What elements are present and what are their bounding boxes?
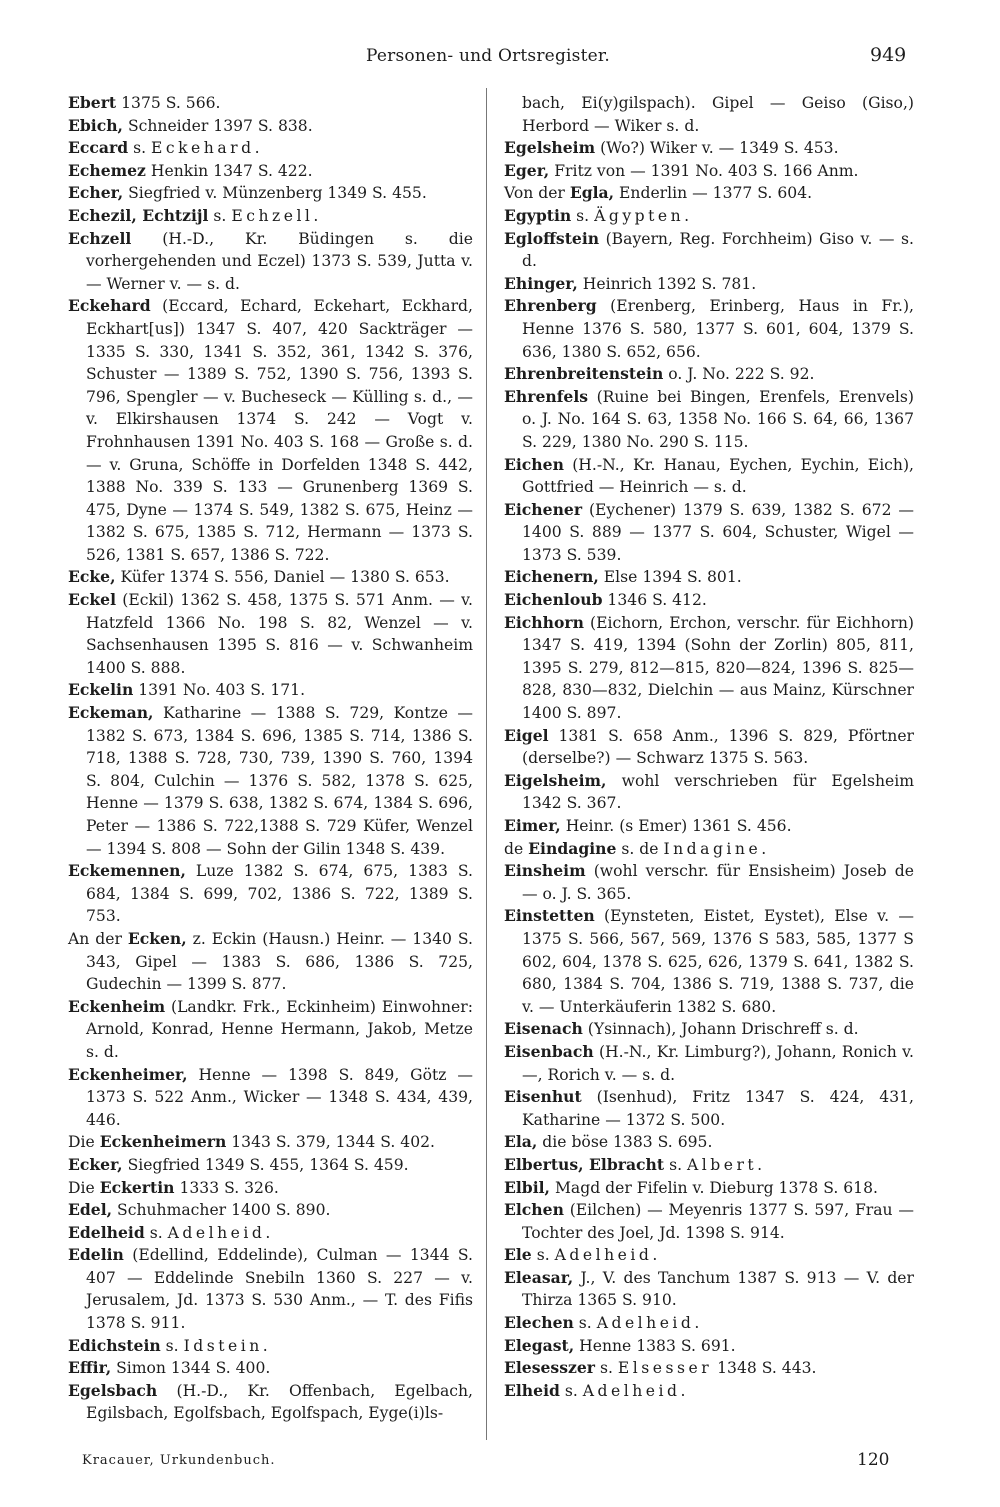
entry-text: Siegfried v. Münzenberg 1349 S. 455. (123, 184, 427, 203)
register-entry (504, 589, 914, 612)
register-entry (504, 228, 914, 273)
register-entry (504, 566, 914, 589)
entry-text: 1333 S. 326. (174, 1178, 279, 1197)
entry-text: (Eccard, Echard, Eckehart, Eckhard, Eckhart[us]) 1347 S. 407, 420 Sackträger — 1335 S. 330, 1341 S. 352, 361, 1342 S. 376, Schuster — 1389 S. 752, 1390 S. 756, 1393 S. 796, Spengler — v. Bucheseck — Külling s. d., — v. Elkirshausen 1374 S. 242 — Vogt v. Frohnhausen 1391 No. 403 S. 168 — Große s. d. — v. Gruna, Schöffe in Dorfelden 1348 S. 442, 1388 No. 339 S. 133 — Grunenberg 1369 S. 475, Dyne — 1374 S. 549, 1382 S. 675, Heinz — 1382 S. 675, 1385 S. 712, Hermann — 1373 S. 526, 1381 S. 657, 1386 S. 722. (86, 297, 473, 564)
entry-headword: Eisenhut (504, 1087, 582, 1107)
register-entry (504, 1086, 914, 1131)
register-entry (504, 92, 914, 137)
entry-headword: Ehrenfels (504, 386, 589, 406)
entry-headword: Elheid (504, 1380, 560, 1400)
register-entry (504, 1199, 914, 1244)
register-entry (68, 205, 473, 228)
entry-reference: Albert (686, 1155, 758, 1174)
entry-headword: Einsheim (504, 861, 586, 881)
entry-text: (Ysinnach), Johann Drischreff s. d. (582, 1020, 859, 1039)
register-entry (68, 860, 473, 928)
register-column-right (504, 92, 914, 1402)
entry-text: wohl verschrieben für Egelsheim 1342 S. 367. (522, 771, 914, 813)
register-entry (68, 115, 473, 138)
register-entry (504, 386, 914, 454)
entry-headword: Ehrenberg (504, 296, 597, 316)
entry-headword: Eichhorn (504, 612, 584, 632)
register-entry (504, 363, 914, 386)
entry-headword: Ecker, (68, 1154, 123, 1174)
entry-headword: Eckehard (68, 296, 151, 316)
register-entry (68, 295, 473, 566)
entry-headword: Eisenbach (504, 1041, 594, 1061)
entry-text: (Landkr. Frk., Eckinheim) Einwohner: Arnold, Konrad, Henne Hermann, Jakob, Metze s. d. (86, 997, 473, 1061)
register-entry (504, 1380, 914, 1403)
entry-text: (Erenberg, Erinberg, Haus in Fr.), Henne 1376 S. 580, 1377 S. 601, 604, 1379 S. 636, 1380 S. 652, 656. (522, 297, 914, 361)
register-entry (68, 1380, 473, 1425)
entry-headword: Eckelin (68, 680, 134, 700)
entry-reference: Ägypten (594, 206, 685, 225)
register-entry (68, 1154, 473, 1177)
entry-headword: Eichenloub (504, 590, 603, 610)
register-column-left (68, 92, 473, 1425)
entry-reference: Idstein (183, 1336, 263, 1355)
entry-prefix: de (504, 839, 529, 858)
entry-text: (Wo?) Wiker v. — 1349 S. 453. (595, 139, 839, 158)
entry-headword: Eichener (504, 499, 583, 519)
entry-headword: Egla, (569, 183, 615, 203)
entry-headword: Echezil, Echtzijl (68, 205, 209, 225)
entry-reference: Adelheid (167, 1223, 266, 1242)
entry-headword: Elbertus, Elbracht (504, 1154, 665, 1174)
entry-reference: Adelheid (554, 1246, 653, 1265)
entry-suffix: . (684, 206, 690, 225)
register-entry (504, 612, 914, 725)
entry-text: (Eckil) 1362 S. 458, 1375 S. 571 Anm. — v. Hatzfeld 1366 No. 198 S. 82, Wenzel — v. Sachsenhausen 1395 S. 816 — v. Schwanheim 1400 S. 888. (86, 591, 473, 677)
register-entry (504, 273, 914, 296)
entry-text: (Bayern, Reg. Forchheim) Giso v. — s. d. (522, 229, 914, 271)
entry-headword: Eckeman, (68, 703, 154, 723)
entry-text: Luze 1382 S. 674, 675, 1383 S. 684, 1384 S. 699, 702, 1386 S. 722, 1389 S. 753. (86, 862, 473, 926)
page-number: 949 (870, 44, 907, 66)
register-entry (68, 702, 473, 860)
register-entry (504, 1312, 914, 1335)
entry-text: s. (128, 139, 151, 158)
entry-text: s. (594, 1359, 618, 1378)
entry-suffix: . (262, 1336, 268, 1355)
entry-reference: Echzell (231, 206, 314, 225)
register-entry (68, 137, 473, 160)
entry-text: Simon 1344 S. 400. (111, 1359, 271, 1378)
entry-headword: Eckenheimer, (68, 1064, 188, 1084)
register-entry (68, 1199, 473, 1222)
entry-headword: Egloffstein (504, 228, 600, 248)
entry-suffix: . (254, 139, 260, 158)
entry-text: (Eychener) 1379 S. 639, 1382 S. 672 — 1400 S. 889 — 1377 S. 604, Schuster, Wigel — 1373 S. 539. (522, 500, 914, 564)
entry-text: (Edellind, Eddelinde), Culman — 1344 S. 407 — Eddelinde Snebiln 1360 S. 227 — v. Jerusalem, Jd. 1373 S. 530 Anm., — T. des Fifis 1378 S. 911. (86, 1246, 473, 1333)
entry-headword: Edichstein (68, 1335, 161, 1355)
register-entry (504, 1041, 914, 1086)
entry-text: Küfer 1374 S. 556, Daniel — 1380 S. 653. (115, 568, 450, 587)
entry-prefix: Die (68, 1133, 100, 1152)
entry-headword: Echemez (68, 160, 146, 180)
entry-headword: Eccard (68, 138, 129, 158)
register-entry (504, 815, 914, 838)
register-entry (504, 1267, 914, 1312)
entry-headword: Ehinger, (504, 273, 578, 293)
entry-suffix: . (757, 1155, 763, 1174)
register-entry (504, 1177, 914, 1200)
entry-text: (Ruine bei Bingen, Erenfels, Erenvels) o. J. No. 164 S. 63, 1358 No. 166 S. 64, 66, 1367 S. 229, 1380 No. 290 S. 115. (522, 387, 914, 451)
entry-text: Enderlin — 1377 S. 604. (614, 184, 813, 203)
entry-text: Schuhmacher 1400 S. 890. (112, 1201, 331, 1220)
entry-headword: Eigelsheim, (504, 770, 607, 790)
register-entry (504, 160, 914, 183)
register-entry (68, 1222, 473, 1245)
entry-text: (H.-N., Kr. Limburg?), Johann, Ronich v. —, Rorich v. — s. d. (522, 1042, 914, 1084)
entry-text: die böse 1383 S. 695. (537, 1133, 713, 1152)
entry-headword: Eimer, (504, 816, 561, 835)
column-divider (486, 88, 487, 1440)
register-entry (68, 1335, 473, 1358)
entry-text: s. (664, 1155, 687, 1174)
entry-text: s. de (616, 839, 664, 858)
entry-reference: Elsesser (617, 1359, 713, 1378)
entry-headword: Eger, (504, 160, 550, 180)
entry-headword: Eleasar, (504, 1267, 574, 1287)
entry-headword: Eckel (68, 590, 117, 610)
entry-suffix: . (265, 1223, 271, 1242)
entry-headword: Egelsbach (68, 1380, 158, 1400)
entry-prefix: Die (68, 1178, 100, 1197)
register-entry (68, 1357, 473, 1380)
register-entry (504, 905, 914, 1018)
entry-text: bach, Ei(y)gilspach). Gipel — Geiso (Giso,) Herbord — Wiker s. d. (522, 94, 914, 135)
register-entry (504, 499, 914, 567)
register-entry (504, 454, 914, 499)
entry-headword: Elbil, (504, 1177, 550, 1197)
entry-text: o. J. No. 222 S. 92. (663, 365, 815, 384)
entry-headword: Elesesszer (504, 1358, 595, 1378)
entry-text: (Isenhud), Fritz 1347 S. 424, 431, Katharine — 1372 S. 500. (522, 1088, 914, 1129)
register-entry (68, 679, 473, 702)
entry-text: s. (559, 1381, 583, 1400)
register-entry (68, 182, 473, 205)
register-entry (504, 1335, 914, 1358)
register-entry (68, 1064, 473, 1132)
entry-text: Henkin 1347 S. 422. (145, 161, 313, 180)
entry-headword: Elegast, (504, 1335, 575, 1355)
entry-headword: Eckertin (99, 1177, 175, 1197)
register-entry (68, 566, 473, 589)
register-entry (504, 1154, 914, 1177)
entry-suffix: . (694, 1314, 700, 1333)
entry-prefix: Von der (504, 184, 570, 203)
entry-text: 1381 S. 658 Anm., 1396 S. 829, Pförtner (derselbe?) — Schwarz 1375 S. 563. (522, 726, 914, 768)
entry-text: (Eilchen) — Meyenris 1377 S. 597, Frau — Tochter des Joel, Jd. 1398 S. 914. (522, 1201, 914, 1242)
entry-headword: Egelsheim (504, 138, 596, 158)
register-entry (68, 996, 473, 1064)
entry-headword: Ehrenbreitenstein (504, 364, 664, 384)
entry-headword: Ecken, (127, 928, 187, 948)
entry-text: Fritz von — 1391 No. 403 S. 166 Anm. (549, 161, 859, 180)
entry-headword: Echzell (68, 228, 132, 248)
entry-text: (wohl verschr. für Ensisheim) Joseb de — o. J. S. 365. (522, 862, 914, 903)
entry-headword: Edel, (68, 1200, 113, 1220)
entry-text: (H.-N., Kr. Hanau, Eychen, Eychin, Eich), Gottfried — Heinrich — s. d. (522, 455, 914, 497)
entry-text: 1391 No. 403 S. 171. (133, 681, 306, 700)
register-entry (504, 137, 914, 160)
entry-text: Magd der Fifelin v. Dieburg 1378 S. 618. (550, 1178, 878, 1197)
register-entry (68, 92, 473, 115)
register-entry (68, 1177, 473, 1200)
register-entry (504, 1244, 914, 1267)
register-entry (504, 182, 914, 205)
register-entry (504, 295, 914, 363)
entry-text: (Eichorn, Erchon, verschr. für Eichhorn) 1347 S. 419, 1394 (Sohn der Zorlin) 805, 811, 1395 S. 279, 812—815, 820—824, 1396 S. 825—828, 830—832, Dielchin — aus Mainz, Kürschner 1400 S. 897. (522, 613, 914, 723)
entry-text: s. (208, 206, 232, 225)
entry-reference: Adelheid (582, 1381, 681, 1400)
entry-headword: Einstetten (504, 906, 595, 926)
entry-prefix: An der (68, 929, 128, 948)
register-entry (68, 228, 473, 296)
register-entry (504, 860, 914, 905)
entry-headword: Elchen (504, 1200, 564, 1220)
entry-text: Katharine — 1388 S. 729, Kontze — 1382 S. 673, 1384 S. 696, 1385 S. 714, 1386 S. 718, 1388 S. 728, 730, 739, 1390 S. 760, 1394 S. 804, Culchin — 1376 S. 582, 1378 S. 625, Henne — 1379 S. 638, 1382 S. 674, 1384 S. 696, Peter — 1386 S. 722,1388 S. 729 Küfer, Wenzel — 1394 S. 808 — Sohn der Gilin 1348 S. 439. (86, 704, 473, 858)
entry-text: s. (573, 1314, 597, 1333)
entry-headword: Eckemennen, (68, 861, 186, 881)
register-entry (504, 1131, 914, 1154)
entry-headword: Elechen (504, 1313, 574, 1333)
entry-text: Henne — 1398 S. 849, Götz — 1373 S. 522 Anm., Wicker — 1348 S. 434, 439, 446. (86, 1065, 473, 1129)
entry-text: s. (160, 1336, 184, 1355)
register-entry (504, 205, 914, 228)
entry-headword: Effir, (68, 1358, 112, 1378)
entry-text: (Eynsteten, Eistet, Eystet), Else v. — 1375 S. 566, 567, 569, 1376 S 583, 585, 1377 S 602, 604, 1378 S. 625, 626, 1379 S. 641, 1382 S. 680, 1384 S. 704, 1386 S. 719, 1388 S. 737, die v. — Unterkäuferin 1382 S. 680. (522, 907, 914, 1016)
register-entry (68, 1131, 473, 1154)
register-entry (68, 160, 473, 183)
entry-headword: Eckenheim (68, 996, 166, 1016)
entry-reference: Adelheid (596, 1314, 695, 1333)
footer-signature: 120 (857, 1450, 890, 1470)
entry-reference: Indagine (663, 839, 762, 858)
entry-headword: Ebert (68, 93, 117, 112)
entry-headword: Eigel (504, 725, 549, 745)
entry-headword: Ebich, (68, 115, 123, 135)
entry-headword: Echer, (68, 183, 124, 203)
register-entry (504, 1357, 914, 1380)
entry-text: 1346 S. 412. (602, 591, 707, 610)
entry-reference: Eckehard (150, 139, 255, 158)
entry-suffix: . (313, 206, 319, 225)
entry-text: 1375 S. 566. (116, 94, 221, 112)
register-entry (504, 1018, 914, 1041)
entry-headword: Ele (504, 1245, 532, 1265)
entry-headword: Eckenheimern (99, 1132, 227, 1152)
entry-suffix: . (680, 1381, 686, 1400)
register-entry (68, 589, 473, 679)
register-entry (504, 770, 914, 815)
entry-text: Heinr. (s Emer) 1361 S. 456. (560, 817, 792, 835)
entry-headword: Egyptin (504, 205, 572, 225)
entry-suffix: . (652, 1246, 658, 1265)
footer-source: Kracauer, Urkundenbuch. (82, 1453, 276, 1468)
entry-headword: Eindagine (528, 838, 617, 858)
entry-text: s. (144, 1223, 168, 1242)
entry-suffix: 1348 S. 443. (712, 1359, 817, 1378)
entry-headword: Eisenach (504, 1019, 583, 1039)
entry-text: z. Eckin (Hausn.) Heinr. — 1340 S. 343, Gipel — 1383 S. 686, 1386 S. 725, Gudechin — 1399 S. 877. (86, 929, 473, 994)
entry-suffix: . (761, 839, 767, 858)
register-entry (68, 928, 473, 996)
entry-text: 1343 S. 379, 1344 S. 402. (226, 1133, 436, 1152)
entry-text: s. (571, 206, 595, 225)
entry-headword: Eichen (504, 454, 564, 474)
entry-text: Else 1394 S. 801. (598, 568, 742, 587)
entry-headword: Edelin (68, 1245, 124, 1265)
register-entry (504, 725, 914, 770)
register-entry (504, 838, 914, 861)
entry-headword: Ela, (504, 1132, 538, 1152)
register-entry (68, 1244, 473, 1334)
entry-text: Heinrich 1392 S. 781. (577, 274, 757, 293)
entry-text: Siegfried 1349 S. 455, 1364 S. 459. (122, 1155, 409, 1174)
entry-text: (H.-D., Kr. Büdingen s. die vorhergehenden und Eczel) 1373 S. 539, Jutta v. — Werner v. — s. d. (86, 229, 473, 293)
entry-text: s. (531, 1246, 555, 1265)
entry-text: Henne 1383 S. 691. (574, 1336, 736, 1355)
entry-headword: Edelheid (68, 1222, 145, 1242)
entry-text: (H.-D., Kr. Offenbach, Egelbach, Egilsbach, Egolfsbach, Egolfspach, Eyge(i)ls- (86, 1381, 473, 1423)
entry-headword: Eichenern, (504, 567, 599, 587)
page-header-title: Personen- und Ortsregister. (366, 46, 610, 66)
entry-text: J., V. des Tanchum 1387 S. 913 — V. der Thirza 1365 S. 910. (522, 1268, 914, 1310)
entry-headword: Ecke, (68, 567, 116, 587)
entry-text: Schneider 1397 S. 838. (122, 116, 313, 135)
